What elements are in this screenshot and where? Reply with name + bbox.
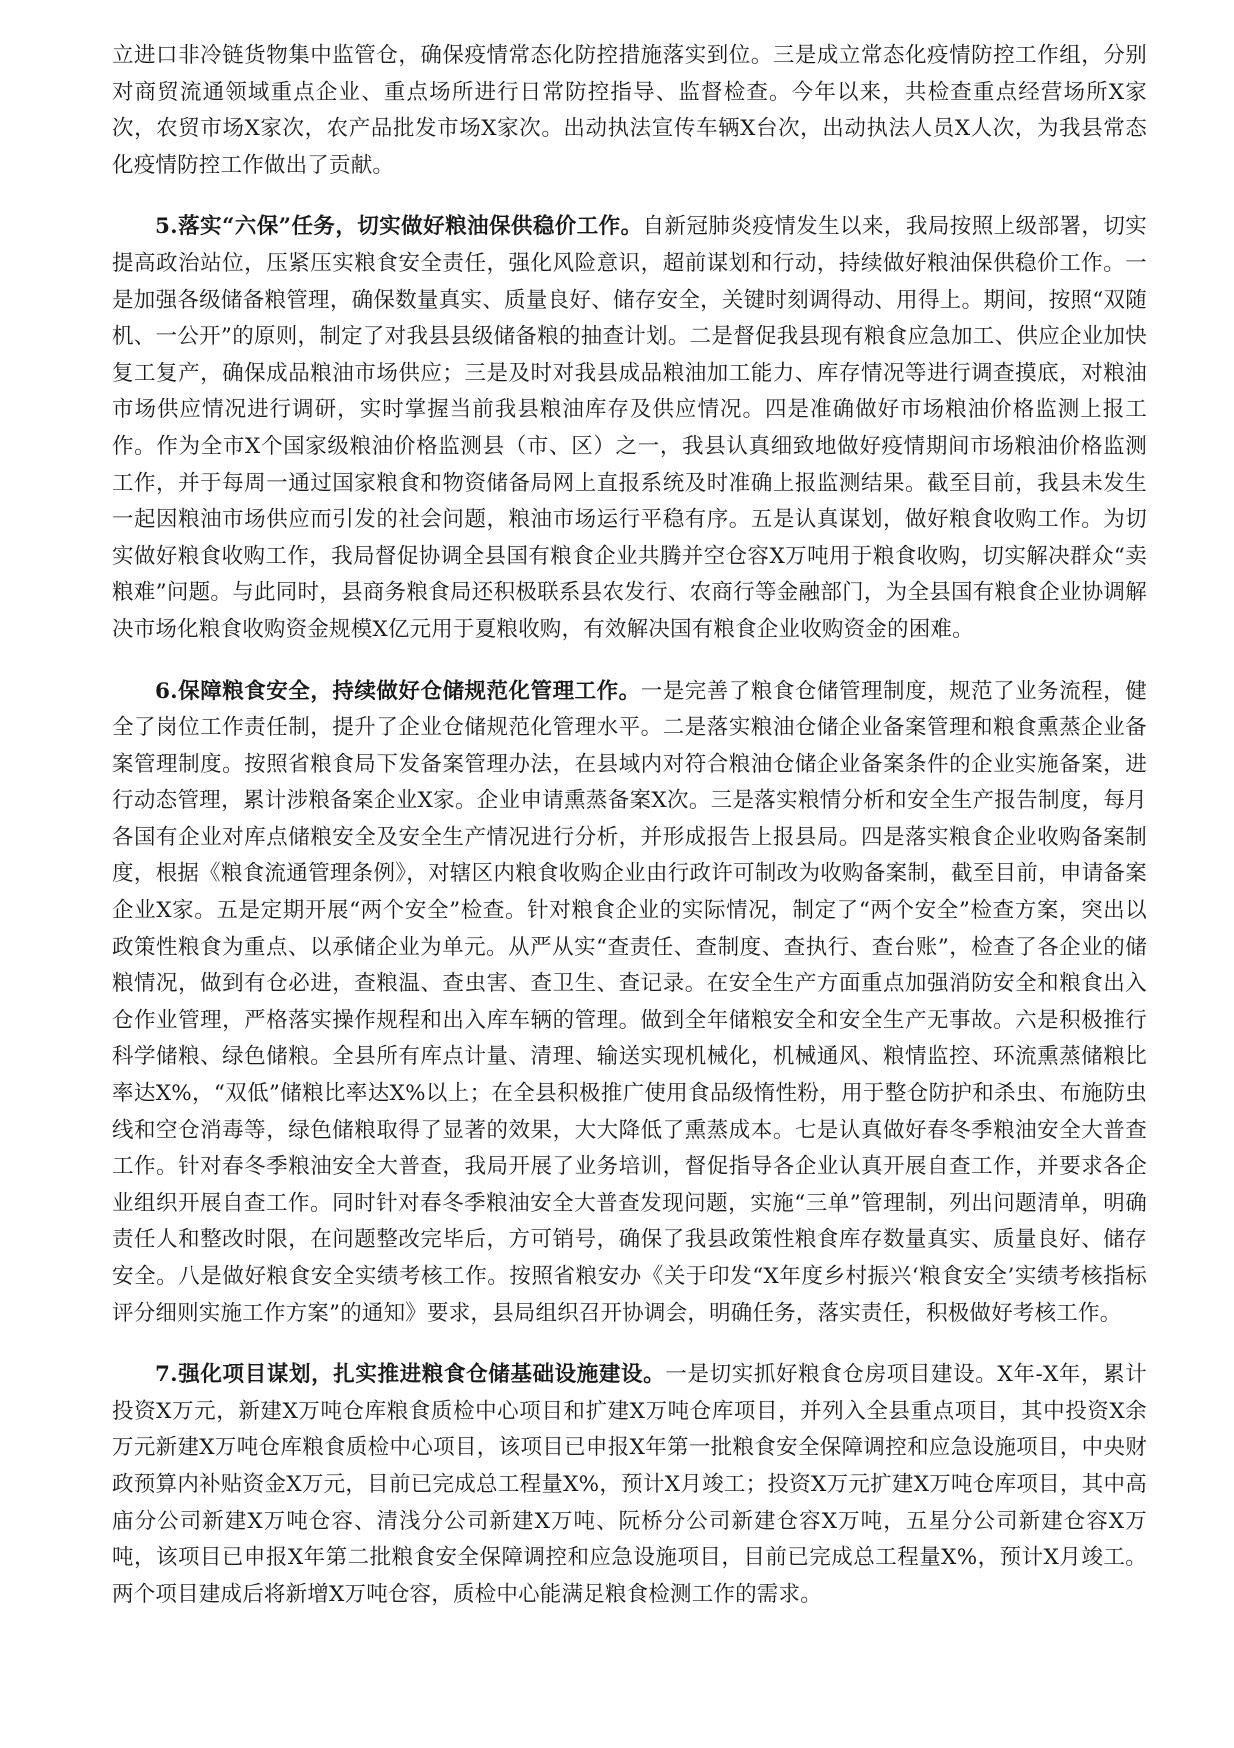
section-heading: 5.落实“六保”任务，切实做好粮油保供稳价工作。 bbox=[155, 214, 643, 240]
paragraph-continuation bbox=[112, 38, 1147, 184]
paragraph-section-6 bbox=[112, 674, 1147, 1333]
section-heading: 7.强化项目谋划，扎实推进粮食仓储基础设施建设。 bbox=[155, 1362, 666, 1388]
paragraph-section-5 bbox=[112, 209, 1147, 648]
section-heading: 6.保障粮食安全，持续做好仓储规范化管理工作。 bbox=[155, 678, 641, 704]
paragraph-body: 一是切实抓好粮食仓房项目建设。X年-X年，累计投资X万元，新建X万吨仓库粮食质检中心项目和扩建X万吨仓库项目，并列入全县重点项目，其中投资X余万元新建X万吨仓库粮食质检中心项目，该项目已申报X年第一批粮食安全保障调控和应急设施项目，中央财政预算内补贴资金X万元，目前已完成总工程量X%，预计X月竣工；投资X万元扩建X万吨仓库项目，其中高庙分公司新建X万吨仓容、清浅分公司新建X万吨、阮桥分公司新建仓容X万吨，五星分公司新建仓容X万吨，该项目已申报X年第二批粮食安全保障调控和应急设施项目，目前已完成总工程量X%，预计X月竣工。两个项目建成后将新增X万吨仓容，质检中心能满足粮食检测工作的需求。 bbox=[112, 1362, 1148, 1607]
document-page bbox=[112, 38, 1147, 1638]
paragraph-body: 一是完善了粮食仓储管理制度，规范了业务流程，健全了岗位工作责任制，提升了企业仓储规范化管理水平。二是落实粮油仓储企业备案管理和粮食熏蒸企业备案管理制度。按照省粮食局下发备案管理办法，在县域内对符合粮油仓储企业备案条件的企业实施备案，进行动态管理，累计涉粮备案企业X家。企业申请熏蒸备案X次。三是落实粮情分析和安全生产报告制度，每月各国有企业对库点储粮安全及安全生产情况进行分析，并形成报告上报县局。四是落实粮食企业收购备案制度，根据《粮食流通管理条例》，对辖区内粮食收购企业由行政许可制改为收购备案制，截至目前，申请备案企业X家。五是定期开展“两个安全”检查。针对粮食企业的实际情况，制定了“两个安全”检查方案，突出以政策性粮食为重点、以承储企业为单元。从严从实“查责任、查制度、查执行、查台账”，检查了各企业的储粮情况，做到有仓必进，查粮温、查虫害、查卫生、查记录。在安全生产方面重点加强消防安全和粮食出入仓作业管理，严格落实操作规程和出入库车辆的管理。做到全年储粮安全和安全生产无事故。六是积极推行科学储粮、绿色储粮。全县所有库点计量、清理、输送实现机械化，机械通风、粮情监控、环流熏蒸储粮比率达X%，“双低”储粮比率达X%以上；在全县积极推广使用食品级惰性粉，用于整仓防护和杀虫、布施防虫线和空仓消毒等，绿色储粮取得了显著的效果，大大降低了熏蒸成本。七是认真做好春冬季粮油安全大普查工作。针对春冬季粮油安全大普查，我局开展了业务培训，督促指导各企业认真开展自查工作，并要求各企业组织开展自查工作。同时针对春冬季粮油安全大普查发现问题，实施“三单”管理制，列出问题清单，明确责任人和整改时限，在问题整改完毕后，方可销号，确保了我县政策性粮食库存数量真实、质量良好、储存安全。八是做好粮食安全实绩考核工作。按照省粮安办《关于印发“X年度乡村振兴‘粮食安全’实绩考核指标评分细则实施工作方案”的通知》要求，县局组织召开协调会，明确任务，落实责任，积极做好考核工作。 bbox=[112, 678, 1147, 1326]
paragraph-body: 自新冠肺炎疫情发生以来，我局按照上级部署，切实提高政治站位，压紧压实粮食安全责任，强化风险意识，超前谋划和行动，持续做好粮油保供稳价工作。一是加强各级储备粮管理，确保数量真实、质量良好、储存安全，关键时刻调得动、用得上。期间，按照“双随机、一公开”的原则，制定了对我县县级储备粮的抽查计划。二是督促我县现有粮食应急加工、供应企业加快复工复产，确保成品粮油市场供应；三是及时对我县成品粮油加工能力、库存情况等进行调查摸底，对粮油市场供应情况进行调研，实时掌握当前我县粮油库存及供应情况。四是准确做好市场粮油价格监测上报工作。作为全市X个国家级粮油价格监测县（市、区）之一，我县认真细致地做好疫情期间市场粮油价格监测工作，并于每周一通过国家粮食和物资储备局网上直报系统及时准确上报监测结果。截至目前，我县未发生一起因粮油市场供应而引发的社会问题，粮油市场运行平稳有序。五是认真谋划，做好粮食收购工作。为切实做好粮食收购工作，我局督促协调全县国有粮食企业共腾并空仓容X万吨用于粮食收购，切实解决群众“卖粮难”问题。与此同时，县商务粮食局还积极联系县农发行、农商行等金融部门，为全县国有粮食企业协调解决市场化粮食收购资金规模X亿元用于夏粮收购，有效解决国有粮食企业收购资金的困难。 bbox=[112, 214, 1147, 642]
paragraph-body: 立进口非冷链货物集中监管仓，确保疫情常态化防控措施落实到位。三是成立常态化疫情防控工作组，分别对商贸流通领域重点企业、重点场所进行日常防控指导、监督检查。今年以来，共检查重点经营场所X家次，农贸市场X家次，农产品批发市场X家次。出动执法宣传车辆X台次，出动执法人员X人次，为我县常态化疫情防控工作做出了贡献。 bbox=[112, 43, 1147, 178]
paragraph-section-7 bbox=[112, 1357, 1147, 1613]
